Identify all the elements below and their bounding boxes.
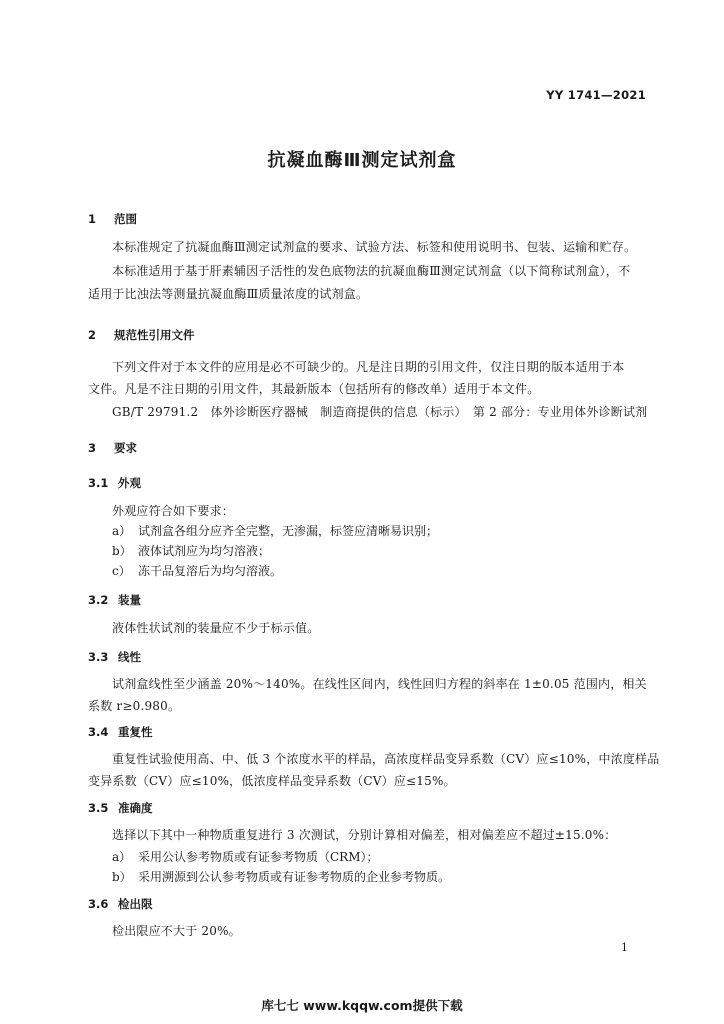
subsection-title: 准确度 [118,801,153,815]
subsection-number: 3.6 [88,897,109,911]
list-item [112,868,450,885]
subsection-title: 线性 [118,650,141,664]
subsection-number: 3.2 [88,593,109,607]
paragraph: 重复性试验使用高、中、低 3 个浓度水平的样品，高浓度样品变异系数（CV）应≤10%，中浓度样品 [112,752,660,766]
paragraph: 本标准规定了抗凝血酶Ⅲ测定试剂盒的要求、试验方法、标签和使用说明书、包装、运输和贮存。 [112,240,637,254]
paragraph: 系数 r≥0.980。 [88,699,181,713]
section-title: 范围 [114,212,137,226]
subsection-heading [88,896,153,912]
list-item [112,522,438,539]
list-text: 试剂盒各组分应齐全完整，无渗漏，标签应清晰易识别； [138,524,439,538]
subsection-number: 3.5 [88,801,109,815]
list-marker: b） [112,870,132,884]
subsection-heading [88,724,153,740]
section-heading [88,211,137,227]
download-source-footer: 库七七 www.kqqw.com提供下载 [261,998,463,1013]
subsection-number: 3.1 [88,476,109,490]
list-text: 采用公认参考物质或有证参考物质（CRM）； [138,850,379,864]
subsection-heading [88,475,141,491]
list-marker: a） [112,524,132,538]
subsection-title: 重复性 [118,725,153,739]
subsection-title: 外观 [118,476,141,490]
list-item [112,542,270,559]
list-marker: c） [112,564,131,578]
paragraph: 选择以下其中一种物质重复进行 3 次测试，分别计算相对偏差，相对偏差应不超过±15.0%： [112,828,617,842]
subsection-number: 3.3 [88,650,109,664]
document-title: 抗凝血酶Ⅲ测定试剂盒 [267,150,457,171]
subsection-heading [88,800,153,816]
page-number: 1 [621,941,628,954]
paragraph: 下列文件对于本文件的应用是必不可缺少的。凡是注日期的引用文件，仅注日期的版本适用于本 [112,360,625,374]
list-item [112,562,282,579]
document-code: YY 1741—2021 [546,88,646,102]
list-text: 液体试剂应为均匀溶液； [138,544,271,558]
list-text: 采用溯源到公认参考物质或有证参考物质的企业参考物质。 [138,870,451,884]
section-heading [88,327,195,343]
paragraph: 检出限应不大于 20%。 [112,924,241,938]
paragraph: 适用于比浊法等测量抗凝血酶Ⅲ质量浓度的试剂盒。 [88,287,369,301]
section-number: 3 [88,441,97,455]
paragraph: 文件。凡是不注日期的引用文件，其最新版本（包括所有的修改单）适用于本文件。 [88,382,540,396]
paragraph: 外观应符合如下要求： [112,504,235,518]
subsection-title: 装量 [118,593,141,607]
paragraph: 变异系数（CV）应≤10%，低浓度样品变异系数（CV）应≤15%。 [88,774,456,788]
list-marker: a） [112,850,132,864]
list-text: 冻干品复溶后为均匀溶液。 [138,564,283,578]
section-title: 规范性引用文件 [114,328,195,342]
paragraph: 液体性状试剂的装量应不少于标示值。 [112,621,320,635]
section-number: 1 [88,212,97,226]
subsection-title: 检出限 [118,897,153,911]
section-heading [88,440,137,456]
subsection-heading [88,649,141,665]
list-marker: b） [112,544,132,558]
paragraph: 本标准适用于基于肝素辅因子活性的发色底物法的抗凝血酶Ⅲ测定试剂盒（以下简称试剂盒），不 [112,264,631,278]
subsection-number: 3.4 [88,725,109,739]
section-number: 2 [88,328,97,342]
subsection-heading [88,592,141,608]
normative-reference: GB/T 29791.2 体外诊断医疗器械 制造商提供的信息（标示） 第 2 部分：专业用体外诊断试剂 [112,405,648,419]
section-title: 要求 [114,441,137,455]
list-item [112,848,379,865]
paragraph: 试剂盒线性至少涵盖 20%～140%。在线性区间内，线性回归方程的斜率在 1±0.05 范围内，相关 [112,677,647,691]
